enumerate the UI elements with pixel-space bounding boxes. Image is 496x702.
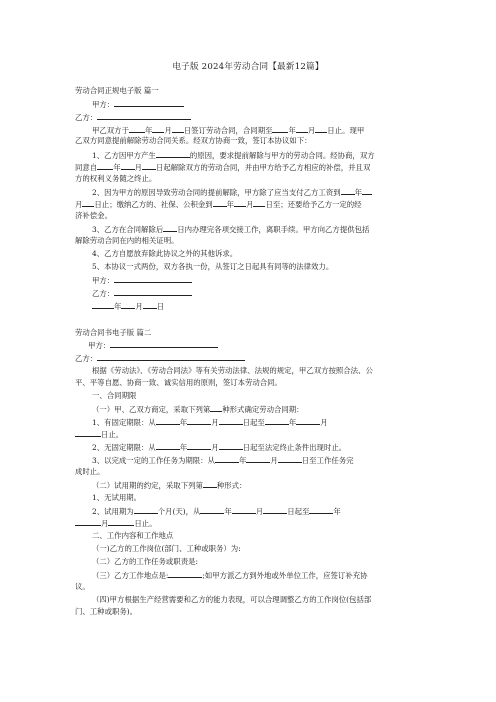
task-term-end: 成时止。	[75, 467, 105, 476]
signature-date: 年 月 日	[92, 301, 444, 312]
position-adjust-end: 门、工种或职务)。	[75, 607, 138, 616]
open-term-line: 2、无固定期限：从 年 月 日起至法定终止条件出现时止。	[92, 443, 347, 452]
party-b-line: 乙方：	[75, 353, 427, 364]
clause-1-end: 方的权利义务随之终止。	[75, 174, 157, 183]
clause-5: 5、本协议一式两份，双方各执一份，从签订之日起具有同等的法律效力。	[92, 262, 334, 271]
clause-1: 1、乙方因甲方产生 的原因，要求提前解除与甲方的劳动合同。经协商，双方	[92, 151, 375, 160]
signature-party-b: 乙方：	[92, 288, 444, 299]
section-heading: 劳动合同正规电子版 篇一	[75, 86, 159, 95]
intro-paragraph: 甲乙双方于 年 月 日签订劳动合同，合同期至 年 月 日止。现甲	[92, 126, 365, 135]
section-heading: 劳动合同书电子版 篇二	[75, 328, 152, 337]
document-title: 电子版 2024年劳动合同【最新12篇】	[172, 62, 324, 72]
legal-basis-cont: 平、平等自愿、协商一致、诚实信用的原则，签订本劳动合同。	[75, 378, 282, 387]
probation-type-line: （二）试用期的约定，采取下列第 种形式：	[92, 481, 247, 490]
no-probation-line: 1、无试用期。	[92, 493, 142, 502]
intro-paragraph-cont: 乙双方同意提前解除劳动合同关系。经双方协商一致，签订本协议如下：	[75, 136, 312, 145]
party-a-line: 甲方：	[88, 340, 440, 351]
clause-3-cont: 解除劳动合同在内的相关证明。	[75, 236, 179, 245]
fixed-term-line: 1、有固定期限：从 年 月 日起至 年 月	[92, 418, 328, 427]
legal-basis: 根据《劳动法》、《劳动合同法》等有关劳动法律、法规的规定，甲乙双方按照合法、公	[92, 366, 373, 375]
probation-period-line: 2、试用期为 个月(天)，从 年 月 日起至 年	[92, 507, 341, 516]
clause-2-cont: 月 日止；缴纳乙方的、社保、公积金到 年 月 日至；还要给予乙方一定的经	[75, 200, 362, 209]
fixed-term-end: 日止。	[75, 429, 427, 440]
probation-period-end: 月 日止。	[75, 518, 427, 529]
clause-2-end: 济补偿金。	[75, 211, 112, 220]
term-type-line: （一）甲、乙双方商定，采取下列第 种形式确定劳动合同期：	[92, 405, 304, 414]
subsection-heading: 一、合同期限	[92, 391, 137, 400]
clause-1-cont: 同意自 年 月 日起解除双方的劳动合同，并由甲方给予乙方相应的补偿，并且双	[75, 163, 371, 172]
work-location-end: 议。	[75, 582, 90, 591]
job-position-line: （一)乙方的工作岗位(部门、工种或职务）为:	[92, 544, 241, 553]
position-adjust-line: （四)甲方根据生产经营需要和乙方的能力表现，可以合理调整乙方的工作岗位(包括部	[92, 595, 372, 604]
signature-party-a: 甲方：	[92, 275, 444, 286]
party-a-line: 甲方：	[92, 99, 444, 110]
clause-3: 3、乙方在合同解除后 日内办理完各项交接工作，离职手续。甲方向乙方提供包括	[92, 225, 370, 234]
task-term-line: 3、以完成一定的工作任务为期限：从 年 月 日至工作任务完	[92, 456, 354, 465]
clause-4: 4、乙方自愿放弃除此协议之外的其他诉求。	[92, 249, 238, 258]
party-b-line: 乙方：	[75, 112, 427, 123]
subsection-heading: 二、工作内容和工作地点	[92, 531, 174, 540]
job-duties-line: （二）乙方的工作任务或职责是:	[92, 557, 198, 566]
work-location-line: （三）乙方工作地点是: ;如甲方派乙方到外地或外单位工作，应签订补充协	[92, 571, 368, 580]
clause-2: 2、因为甲方的原因导致劳动合同的提前解除，甲方除了应当支付乙方工资到 年	[92, 187, 444, 198]
